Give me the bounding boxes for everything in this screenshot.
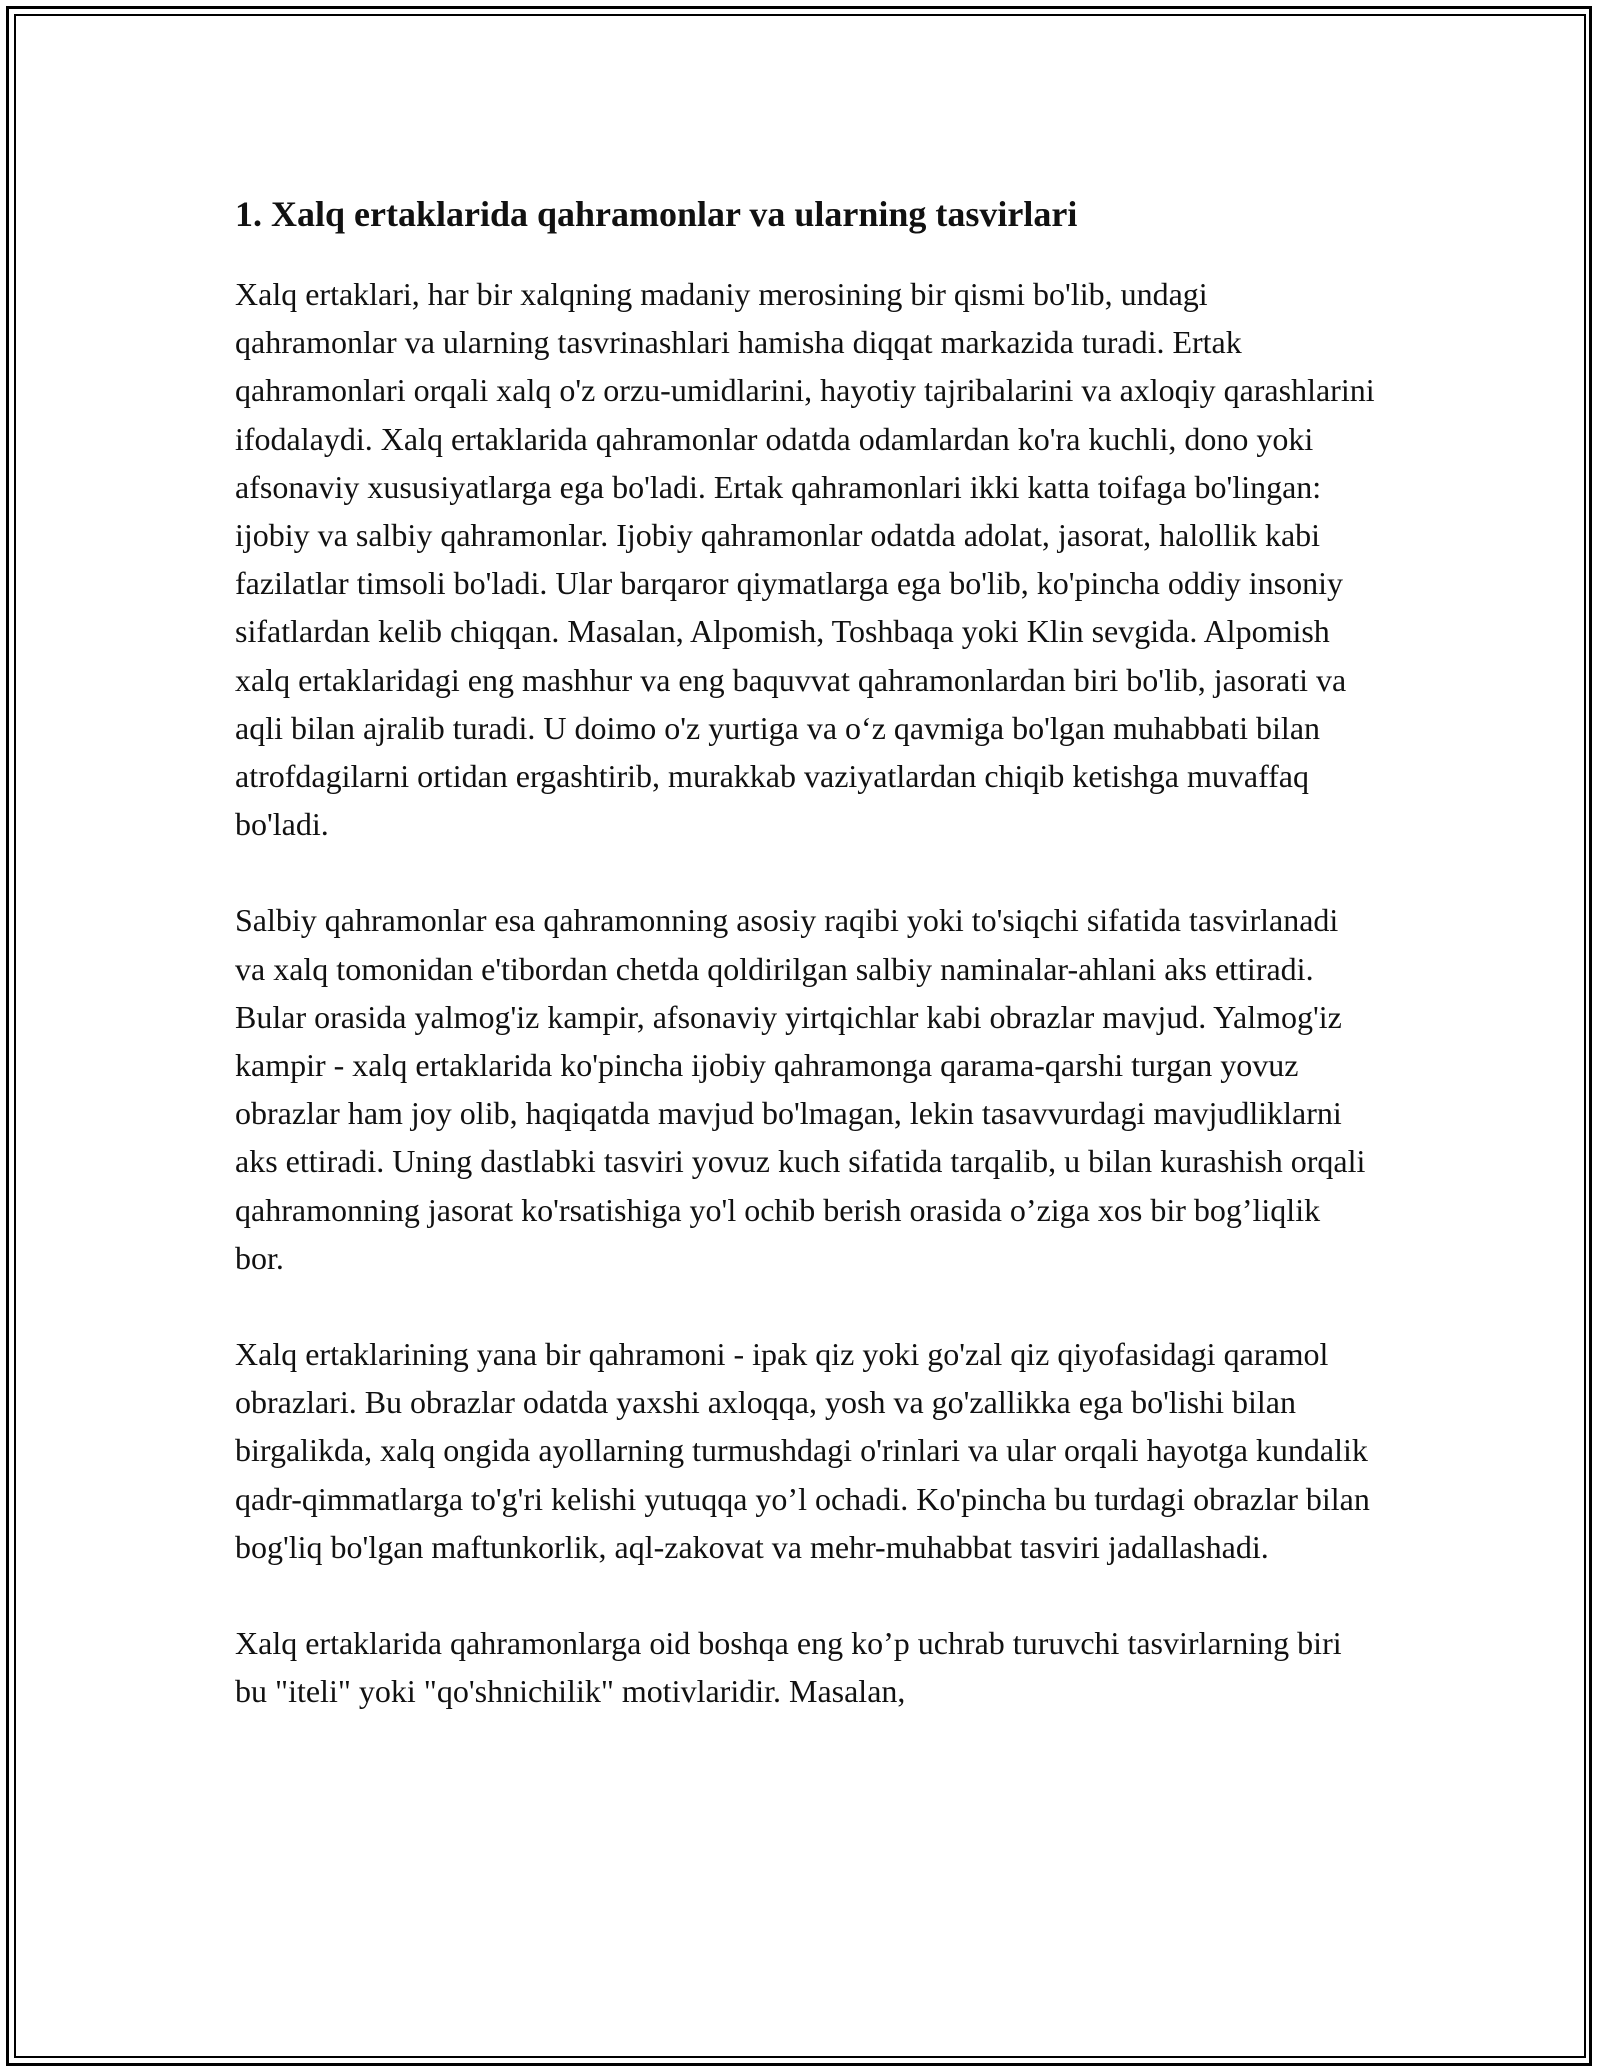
paragraph-2: Salbiy qahramonlar esa qahramonning asosiy raqibi yoki to'siqchi sifatida tasvirlanadi va xalq tomonidan e'tibordan chetda qoldirilgan salbiy naminalar-ahlani aks ettiradi. Bular orasida yalmog'iz kampir, afsonaviy yirtqichlar kabi obrazlar mavjud. Yalmog'iz kampir - xalq ertaklarida ko'pincha ijobiy qahramonga qarama-qarshi turgan yovuz obrazlar ham joy olib, haqiqatda mavjud bo'lmagan, lekin tasavvurdagi mavjudliklarni aks ettiradi. Uning dastlabki tasviri yovuz kuch sifatida tarqalib, u bilan kurashish orqali qahramonning jasorat ko'rsatishiga yo'l ochib berish orasida o’ziga xos bir bog’liqlik bor. bbox=[235, 902, 1366, 1276]
paragraph-1: Xalq ertaklari, har bir xalqning madaniy merosining bir qismi bo'lib, undagi qahramonlar va ularning tasvrinashlari hamisha diqqat markazida turadi. Ertak qahramonlari orqali xalq o'z orzu-umidlarini, hayotiy tajribalarini va axloqiy qarashlarini ifodalaydi. Xalq ertaklarida qahramonlar odatda odamlardan ko'ra kuchli, dono yoki afsonaviy xususiyatlarga ega bo'ladi. Ertak qahramonlari ikki katta toifaga bo'lingan: ijobiy va salbiy qahramonlar. Ijobiy qahramonlar odatda adolat, jasorat, halollik kabi fazilatlar timsoli bo'ladi. Ular barqaror qiymatlarga ega bo'lib, ko'pincha oddiy insoniy sifatlardan kelib chiqqan. Masalan, Alpomish, Toshbaqa yoki Klin sevgida. Alpomish xalq ertaklaridagi eng mashhur va eng baquvvat qahramonlardan biri bo'lib, jasorati va aqli bilan ajralib turadi. U doimo o'z yurtiga va o‘z qavmiga bo'lgan muhabbati bilan atrofdagilarni ortidan ergashtirib, murakkab vaziyatlardan chiqib ketishga muvaffaq bo'ladi. bbox=[235, 276, 1375, 843]
paragraph-3: Xalq ertaklarining yana bir qahramoni - ipak qiz yoki go'zal qiz qiyofasidagi qaramol obrazlari. Bu obrazlar odatda yaxshi axloqqa, yosh va go'zallikka ega bo'lishi bilan birgalikda, xalq ongida ayollarning turmushdagi o'rinlari va ular orqali hayotga kundalik qadr-qimmatlarga to'g'ri kelishi yutuqqa yo’l ochadi. Ko'pincha bu turdagi obrazlar bilan bog'liq bo'lgan maftunkorlik, aql-zakovat va mehr-muhabbat tasviri jadallashadi. bbox=[235, 1336, 1370, 1565]
document-body bbox=[235, 186, 1375, 1763]
section-heading: 1. Xalq ertaklarida qahramonlar va ularning tasvirlari bbox=[235, 194, 1078, 234]
paragraph-4: Xalq ertaklarida qahramonlarga oid boshqa eng ko’p uchrab turuvchi tasvirlarning biri bu "iteli" yoki "qo'shnichilik" motivlaridir. Masalan, bbox=[235, 1625, 1342, 1710]
